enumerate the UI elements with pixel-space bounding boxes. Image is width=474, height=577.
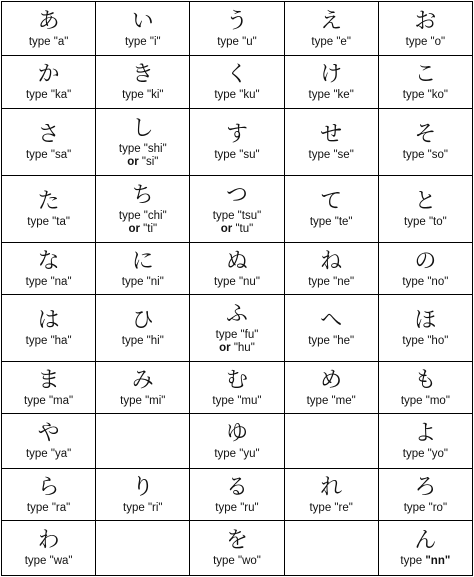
table-row: [2, 2, 473, 56]
romaji-alternative: [190, 223, 283, 235]
kana-cell: [190, 56, 284, 109]
kana-cell: [190, 2, 284, 56]
romaji-hint: type "hi": [121, 335, 164, 347]
table-row: [2, 295, 473, 362]
alternative-value: "si": [141, 156, 159, 168]
romaji-hint: type "ke": [308, 89, 354, 101]
romaji-hint: type "ra": [26, 501, 71, 514]
romaji-hint: type "yo": [402, 448, 448, 460]
empty-cell: [284, 521, 378, 576]
romaji-hint: type "e": [311, 35, 351, 48]
kana-character: し: [131, 116, 154, 141]
kana-character: ね: [320, 248, 343, 274]
romaji-hint: type "ni": [121, 275, 164, 288]
kana-character: と: [414, 189, 437, 214]
kana-cell: [284, 243, 378, 295]
hiragana-table-body: [2, 2, 473, 576]
kana-character: む: [225, 367, 248, 393]
kana-character: た: [37, 189, 60, 214]
kana-character: す: [225, 122, 248, 147]
romaji-hint: type "shi": [118, 143, 167, 155]
kana-character: に: [131, 248, 154, 274]
kana-cell: [378, 243, 472, 295]
romaji-hint: type "te": [309, 216, 353, 228]
kana-character: ち: [131, 183, 154, 208]
alternative-or-label: or: [127, 156, 139, 168]
romaji-hint: type "me": [306, 394, 356, 407]
kana-cell: [2, 414, 96, 469]
romaji-hint: type "so": [402, 149, 448, 161]
kana-cell: [284, 295, 378, 362]
empty-cell: [284, 414, 378, 469]
romaji-hint: type "se": [308, 149, 354, 161]
romaji-hint: type "nu": [214, 275, 260, 288]
kana-cell: [378, 414, 472, 469]
kana-cell: [96, 295, 190, 362]
kana-cell: [190, 295, 284, 362]
kana-character: う: [225, 8, 248, 34]
kana-character: さ: [37, 122, 60, 147]
alternative-or-label: or: [220, 223, 233, 235]
romaji-hint: type "wa": [24, 555, 73, 567]
kana-character: ま: [37, 367, 60, 393]
kana-cell: [190, 243, 284, 295]
romaji-hint: type "mo": [400, 394, 450, 407]
kana-character: は: [37, 308, 60, 333]
kana-cell: [190, 469, 284, 521]
kana-cell: [2, 109, 96, 176]
kana-character: よ: [414, 421, 437, 446]
kana-cell: [378, 295, 472, 362]
kana-cell: [190, 414, 284, 469]
kana-cell: [378, 2, 472, 56]
empty-cell: [96, 414, 190, 469]
kana-cell: [378, 109, 472, 176]
kana-character: や: [37, 421, 60, 446]
kana-character: て: [320, 189, 343, 214]
kana-cell: [378, 176, 472, 243]
romaji-hint: type "to": [404, 216, 447, 228]
table-row: [2, 243, 473, 295]
kana-character: ろ: [414, 474, 437, 500]
romaji-alternative: [190, 342, 283, 354]
table-row: [2, 414, 473, 469]
kana-character: れ: [320, 474, 343, 500]
kana-cell: [2, 56, 96, 109]
kana-character: わ: [37, 528, 60, 553]
kana-cell: [2, 2, 96, 56]
kana-cell: [96, 243, 190, 295]
kana-character: あ: [37, 8, 60, 34]
empty-cell: [96, 521, 190, 576]
kana-character: ゆ: [225, 421, 248, 446]
kana-cell: [284, 362, 378, 414]
table-row: [2, 362, 473, 414]
kana-character: こ: [414, 62, 437, 87]
alternative-or-label: or: [128, 223, 140, 235]
romaji-hint: type "ta": [27, 216, 70, 228]
alternative-value: "hu": [233, 342, 255, 354]
alternative-or-label: or: [219, 342, 231, 354]
table-row: [2, 109, 473, 176]
romaji-hint: type "su": [214, 149, 260, 161]
romaji-alternative: [96, 223, 189, 235]
kana-cell: [96, 2, 190, 56]
kana-character: ぬ: [225, 248, 248, 274]
kana-character: つ: [225, 183, 248, 208]
kana-character: く: [225, 62, 248, 87]
romaji-hint: type "na": [25, 275, 72, 288]
kana-cell: [2, 469, 96, 521]
alternative-value: "tu": [235, 223, 254, 235]
romaji-hint: type "re": [309, 501, 353, 514]
romaji-hint: type "ne": [308, 275, 355, 288]
romaji-hint-prefix: type: [400, 555, 426, 567]
kana-character: も: [414, 367, 437, 393]
kana-cell: [190, 176, 284, 243]
hiragana-table: [1, 1, 473, 576]
romaji-hint: type "tsu": [212, 210, 262, 222]
kana-cell: [284, 56, 378, 109]
romaji-hint: type "ho": [402, 335, 449, 347]
table-row: [2, 56, 473, 109]
kana-character: ほ: [414, 308, 437, 333]
romaji-hint: type "o": [405, 35, 446, 48]
kana-character: え: [320, 8, 343, 34]
kana-cell: [378, 521, 472, 576]
kana-cell: [2, 362, 96, 414]
kana-cell: [190, 109, 284, 176]
romaji-hint: type "ku": [214, 89, 260, 101]
kana-cell: [96, 469, 190, 521]
kana-cell: [2, 521, 96, 576]
romaji-hint: type "fu": [215, 329, 259, 341]
kana-character: り: [131, 474, 154, 500]
alternative-value: "ti": [143, 223, 158, 235]
kana-cell: [96, 56, 190, 109]
romaji-hint: [379, 554, 472, 568]
kana-character: い: [131, 8, 154, 34]
kana-character: へ: [320, 308, 343, 333]
kana-character: め: [320, 367, 343, 393]
romaji-hint: type "a": [28, 35, 69, 48]
table-row: [2, 176, 473, 243]
romaji-hint: type "ya": [25, 448, 72, 460]
kana-character: ら: [37, 474, 60, 500]
romaji-hint: type "ru": [215, 501, 259, 514]
kana-cell: [284, 176, 378, 243]
kana-cell: [190, 362, 284, 414]
romaji-hint: type "chi": [118, 210, 167, 222]
romaji-hint: type "he": [308, 335, 355, 347]
kana-character: せ: [320, 122, 343, 147]
romaji-hint: type "ki": [122, 89, 164, 101]
kana-cell: [2, 295, 96, 362]
romaji-hint: type "no": [402, 275, 449, 288]
kana-character: の: [414, 248, 437, 274]
kana-cell: [378, 56, 472, 109]
romaji-hint: type "wo": [213, 555, 261, 567]
kana-character: き: [131, 62, 154, 87]
romaji-hint: type "mi": [120, 394, 166, 407]
kana-character: ふ: [225, 302, 248, 327]
kana-character: み: [131, 367, 154, 393]
romaji-hint: type "ha": [25, 335, 72, 347]
kana-cell: [96, 109, 190, 176]
kana-character: か: [37, 62, 60, 87]
romaji-hint: type "ka": [25, 89, 72, 101]
romaji-hint-value: "nn": [425, 555, 451, 567]
kana-cell: [96, 362, 190, 414]
kana-cell: [284, 109, 378, 176]
table-row: [2, 521, 473, 576]
kana-character: け: [320, 62, 343, 87]
romaji-hint: type "ma": [24, 394, 74, 407]
kana-cell: [96, 176, 190, 243]
kana-character: を: [225, 528, 248, 553]
table-row: [2, 469, 473, 521]
romaji-hint: type "sa": [25, 149, 72, 161]
romaji-hint: type "u": [217, 35, 257, 48]
romaji-hint: type "mu": [212, 394, 262, 407]
kana-cell: [190, 521, 284, 576]
kana-cell: [284, 469, 378, 521]
romaji-alternative: [96, 156, 189, 168]
kana-cell: [2, 243, 96, 295]
romaji-hint: type "ro": [403, 501, 448, 514]
kana-cell: [378, 469, 472, 521]
kana-cell: [378, 362, 472, 414]
kana-character: ん: [414, 528, 437, 553]
romaji-hint: type "i": [124, 35, 161, 48]
kana-cell: [2, 176, 96, 243]
romaji-hint: type "ri": [123, 501, 163, 514]
kana-character: な: [37, 248, 60, 274]
romaji-hint: type "ko": [402, 89, 448, 101]
kana-character: そ: [414, 122, 437, 147]
kana-character: お: [414, 8, 437, 34]
romaji-hint: type "yu": [214, 448, 260, 460]
kana-character: ひ: [131, 308, 154, 333]
kana-cell: [284, 2, 378, 56]
kana-character: る: [225, 474, 248, 500]
